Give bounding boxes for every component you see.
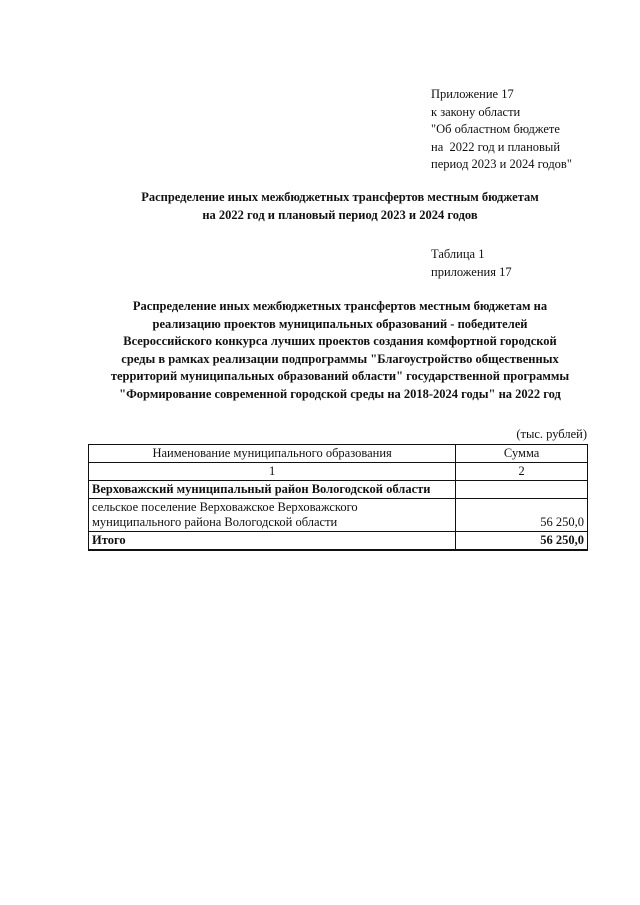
table-title-line-3: Всероссийского конкурса лучших проектов создания комфортной городской: [123, 334, 557, 348]
header-name-cell: Наименование муниципального образования: [89, 445, 456, 463]
table-header-row: [89, 445, 588, 463]
table-title-line-4: среды в рамках реализации подпрограммы "Благоустройство общественных: [121, 351, 559, 366]
table-reference-line-2: приложения 17: [431, 264, 512, 279]
main-title-line-1: Распределение иных межбюджетных трансфертов местным бюджетам: [141, 190, 539, 204]
district-name-cell: Верховажский муниципальный район Вологодской области: [89, 481, 456, 499]
appendix-header: [431, 86, 572, 174]
appendix-line-1: Приложение 17: [431, 87, 514, 101]
table-reference: [431, 246, 512, 281]
table-numbering-row: [89, 463, 588, 481]
main-title-line-2: на 2022 год и плановый период 2023 и 2024 годов: [202, 207, 478, 222]
table-row-district: [89, 481, 588, 499]
appendix-line-3: "Об областном бюджете: [431, 122, 560, 136]
table-title-line-5: территорий муниципальных образований области" государственной программы: [110, 369, 570, 383]
settlement-name-line-1: сельское поселение Верховажское Верховажского: [92, 500, 358, 514]
settlement-name-cell: [89, 499, 456, 532]
appendix-line-2: к закону области: [431, 104, 521, 119]
table-row-total: [89, 532, 588, 551]
table-title-line-1: Распределение иных межбюджетных трансфертов местным бюджетам на: [132, 299, 548, 313]
main-title: [60, 189, 620, 224]
appendix-line-5: период 2023 и 2024 годов": [431, 157, 572, 171]
numbering-cell-1: 1: [89, 463, 456, 481]
settlement-name-line-2: муниципального района Вологодской области: [92, 515, 338, 529]
table-title-line-2: реализацию проектов муниципальных образований - победителей: [152, 316, 528, 331]
settlement-sum-cell: 56 250,0: [456, 499, 588, 532]
table-reference-line-1: Таблица 1: [431, 247, 485, 261]
units-label: (тыс. рублей): [516, 427, 587, 441]
district-sum-cell: [456, 481, 588, 499]
budget-table: [88, 444, 588, 551]
appendix-line-4: на 2022 год и плановый: [431, 139, 561, 154]
total-sum-cell: 56 250,0: [456, 532, 588, 551]
table-row-settlement: [89, 499, 588, 532]
header-sum-cell: Сумма: [456, 445, 588, 463]
table-title: [45, 298, 635, 403]
table-title-line-6: "Формирование современной городской среды на 2018-2024 годы" на 2022 год: [119, 386, 561, 401]
total-label-cell: Итого: [89, 532, 456, 551]
numbering-cell-2: 2: [456, 463, 588, 481]
